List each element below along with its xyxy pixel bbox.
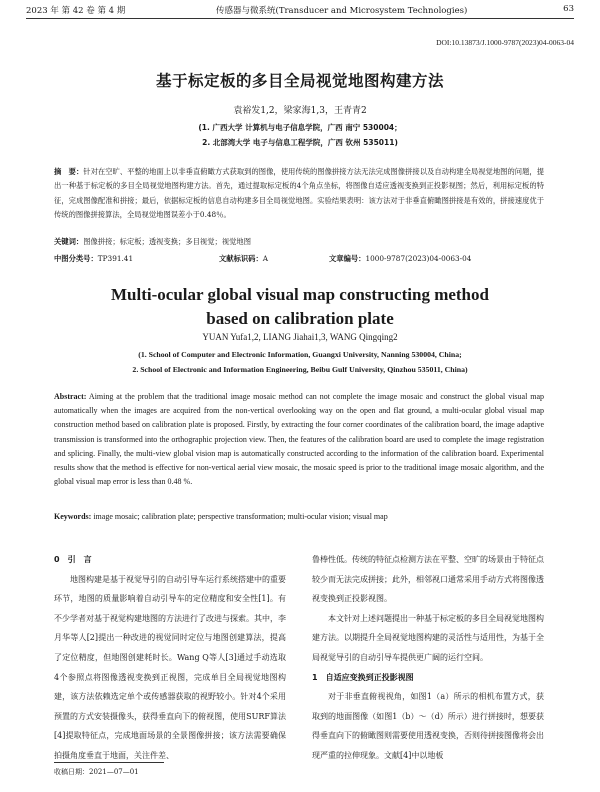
intro-paragraph-continued: 鲁棒性低。传统的特征点检测方法在平整、空旷的场景由于特征点较少而无法完成拼接；此外，相邻视口通常采用手动方式将图像透视变换到正投影视图。 [312,555,544,604]
doc-code-label: 文献标识码： [219,254,263,263]
chinese-affiliation-1: (1. 广西大学 计算机与电子信息学院，广西 南宁 530004； [198,123,402,132]
running-header [26,4,574,18]
clc-label: 中图分类号： [54,254,98,263]
chinese-affiliation-2: 2. 北部湾大学 电子与信息工程学院，广西 钦州 535011) [202,138,398,147]
article-no-group [329,254,471,264]
english-affiliation-2: 2. School of Electronic and Information Engineering, Beibu Gulf University, Qinzhou 535011, China) [132,365,468,374]
body-right-column [312,550,544,766]
chinese-keywords-text: 图像拼接；标定板；透视变换；多目视觉；视觉地图 [83,237,252,246]
doc-code-value: A [262,254,269,263]
chinese-keywords-label: 关键词： [54,237,84,246]
english-authors: YUAN Yufa1,2, LIANG Jiahai1,3, WANG Qingqing2 [202,332,398,342]
received-date: 收稿日期：2021—07—01 [54,768,139,776]
english-abstract [54,390,544,489]
english-title [0,283,600,331]
clc-group [54,254,133,264]
chinese-abstract-label: 摘 要： [54,167,84,176]
english-abstract-text: Aiming at the problem that the traditional image mosaic method can not complete the image mosaic and construct the global visual map automatically when the images are acquired from the non-vertical overlooking way on the open and flat ground, a multi-ocular global visual map construction method based on calibration plate is proposed. Firstly, by extracting the four corner coordinates of the calibration board, the image adaptive transmission is transformed into the orthographic projection view. Then, the features of the calibration board are used to complete the image registration and splicing. Finally, the multi-view global vision map is automatically constructed according to the information of the calibration board. Experimental results show that the method is effective for non-vertical aerial view mosaic, the mosaic speed is prior to the traditional image mosaic algorithm, and the global visual map error is less than 0.48 %. [54,392,544,487]
journal-issue: 2023 年 第 42 卷 第 4 期 [26,6,126,16]
intro-paragraph-2: 本文针对上述问题提出一种基于标定板的多目全局视觉地图构建方法。以期提升全局视觉地图构建的灵活性与适用性，为基于全局视觉导引的自动引导车提供更广阔的运行空间。 [312,613,544,662]
page-number: 63 [563,4,574,14]
article-no-label: 文章编号： [329,254,366,263]
article-no-value: 1000-9787(2023)04-0063-04 [365,254,472,263]
english-abstract-label: Abstract: [54,392,87,401]
english-affiliation-1: (1. School of Computer and Electronic Information, Guangxi University, Nanning 530004, China; [138,350,462,359]
chinese-keywords [54,237,544,247]
body-left-column [54,550,286,766]
intro-paragraph-1: 地图构建是基于视觉导引的自动引导车运行系统搭建中的重要环节，地图的质量影响着自动引导车的定位精度和安全性[1]。有不少学者对基于视觉构建地图的方法进行了改进与探索。其中，李月华等人[2]提出一种改进的视觉同时定位与地图创建算法，提高了定位精度，但地图创建耗时长。Wang Q等人[3]通过手动选取4个参照点将图像透视变换到正视图，完成单目全局视觉地图构建，该方法依赖选定单个或传感器获取的视野较小。针对4个采用预置的方式安装摄像头，获得垂直向下的俯视图，使用SURF算法[4]提取特征点，完成地面场景的全景图像拼接；该方法需要确保拍摄角度垂直于地面，关注件差、 [54,574,286,760]
chinese-abstract [54,165,544,222]
section-1-heading: 1 自适应变换到正投影视图 [312,672,414,682]
doi: DOI:10.13873/J.1000-9787(2023)04-0063-04 [436,38,574,47]
section-1-paragraph: 对于非垂直俯视视角，如图1（a）所示的相机布置方式，获取到的地面图像（如图1（b）～（d）所示）进行拼接时，想要获得垂直向下的俯瞰图则需要使用透视变换，否则待拼接图像将会出现严重的拉伸现象。文献[4]中以地板 [312,692,544,760]
section-0-heading: 0 引 言 [54,555,92,564]
footnote-rule [54,762,164,763]
journal-name: 传感器与微系统(Transducer and Microsystem Technologies) [216,6,468,16]
english-keywords-text: image mosaic; calibration plate; perspective transformation; multi-ocular vision; visual map [93,512,388,521]
english-title-line-1: Multi-ocular global visual map constructing method [111,285,489,304]
english-keywords-label: Keywords: [54,512,92,521]
english-keywords [54,512,544,521]
clc-value: TP391.41 [97,254,134,263]
chinese-authors: 袁裕发1,2，梁家海1,3，王青青2 [233,106,367,116]
chinese-title: 基于标定板的多目全局视觉地图构建方法 [155,72,444,90]
doc-code-group [219,254,268,264]
header-rule [26,18,574,19]
chinese-abstract-text: 针对在空旷、平整的地面上以非垂直俯瞰方式获取到的图像，使用传统的图像拼接方法无法完成图像拼接以及自动构建全局视觉地图的问题，提出一种基于标定板的多目全局视觉地图构建方法。首先，通过提取标定板的4个角点坐标，将图像自适应透视变换到正投影视图；然后，利用标定板的特征，完成图像配准和拼接；最后，依据标定板的信息自动构建多目全局视觉地图。实验结果表明：该方法对于非垂直俯瞰图拼接是有效的，拼接速度优于传统的图像拼接算法，全局视觉地图误差小于0.48％。 [54,167,545,219]
english-title-line-2: based on calibration plate [206,309,394,328]
